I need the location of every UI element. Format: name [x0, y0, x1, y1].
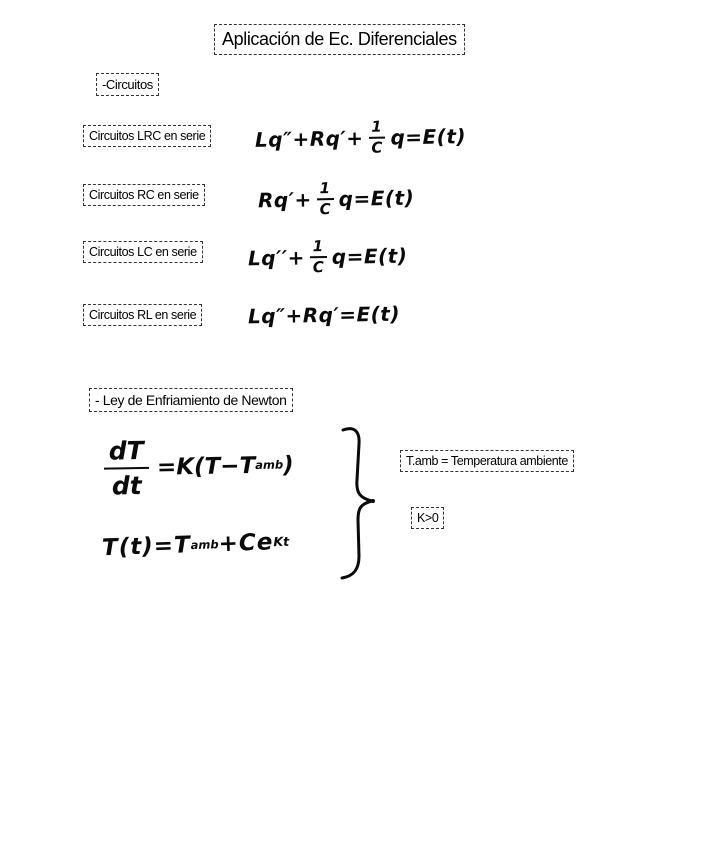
circuit-label-rc: Circuitos RC en serie	[83, 184, 205, 206]
fraction-numerator: 1	[310, 239, 327, 258]
fraction-numerator: 1	[316, 181, 333, 200]
subscript-amb: amb	[255, 457, 284, 473]
fraction-numerator: 1	[368, 120, 385, 139]
equation-text: Lq″+Rq′	[247, 302, 340, 329]
equation-text: Rq′+	[257, 187, 312, 213]
fraction	[310, 239, 328, 275]
curly-brace-icon	[334, 424, 382, 582]
equation-text: )	[282, 451, 294, 479]
equation-text: q=E(t)	[390, 124, 467, 150]
superscript-kt: Kt	[273, 533, 290, 550]
subscript-amb: amb	[190, 536, 219, 552]
equation-rc	[258, 180, 415, 219]
equation-lrc	[255, 118, 467, 158]
fraction	[316, 181, 334, 217]
page-title: Aplicación de Ec. Diferenciales	[214, 24, 465, 55]
fraction-denominator: C	[312, 258, 325, 277]
section-label-circuitos: -Circuitos	[96, 73, 159, 96]
fraction-denominator: dt	[111, 471, 142, 501]
circuit-label-rl: Circuitos RL en serie	[83, 304, 202, 326]
fraction-numerator: dT	[103, 438, 148, 470]
equation-newton-ode	[103, 435, 294, 501]
circuit-label-lrc: Circuitos LRC en serie	[83, 125, 211, 147]
equation-text: T(t)=T	[101, 532, 192, 562]
note-tamb: T.amb = Temperatura ambiente	[400, 450, 574, 472]
equation-rl	[247, 301, 401, 329]
equation-text: q=E(t)	[338, 185, 415, 211]
note-k: K>0	[411, 507, 444, 529]
equation-text: =E(t)	[339, 301, 401, 327]
equation-text: +Ce	[218, 529, 274, 558]
circuit-label-lc: Circuitos LC en serie	[83, 241, 203, 263]
equation-newton-solution	[102, 531, 290, 561]
equation-text: Lq′′+	[247, 245, 306, 271]
fraction-denominator: C	[319, 200, 332, 219]
equation-text: q=E(t)	[331, 243, 408, 269]
fraction-denominator: C	[371, 138, 384, 157]
equation-lc	[248, 238, 408, 277]
equation-text: =K(T−T	[156, 452, 256, 481]
fraction	[368, 117, 386, 157]
section-label-newton: - Ley de Enfriamiento de Newton	[89, 388, 293, 412]
equation-text: Lq″+Rq′+	[254, 125, 364, 152]
fraction	[103, 435, 149, 501]
